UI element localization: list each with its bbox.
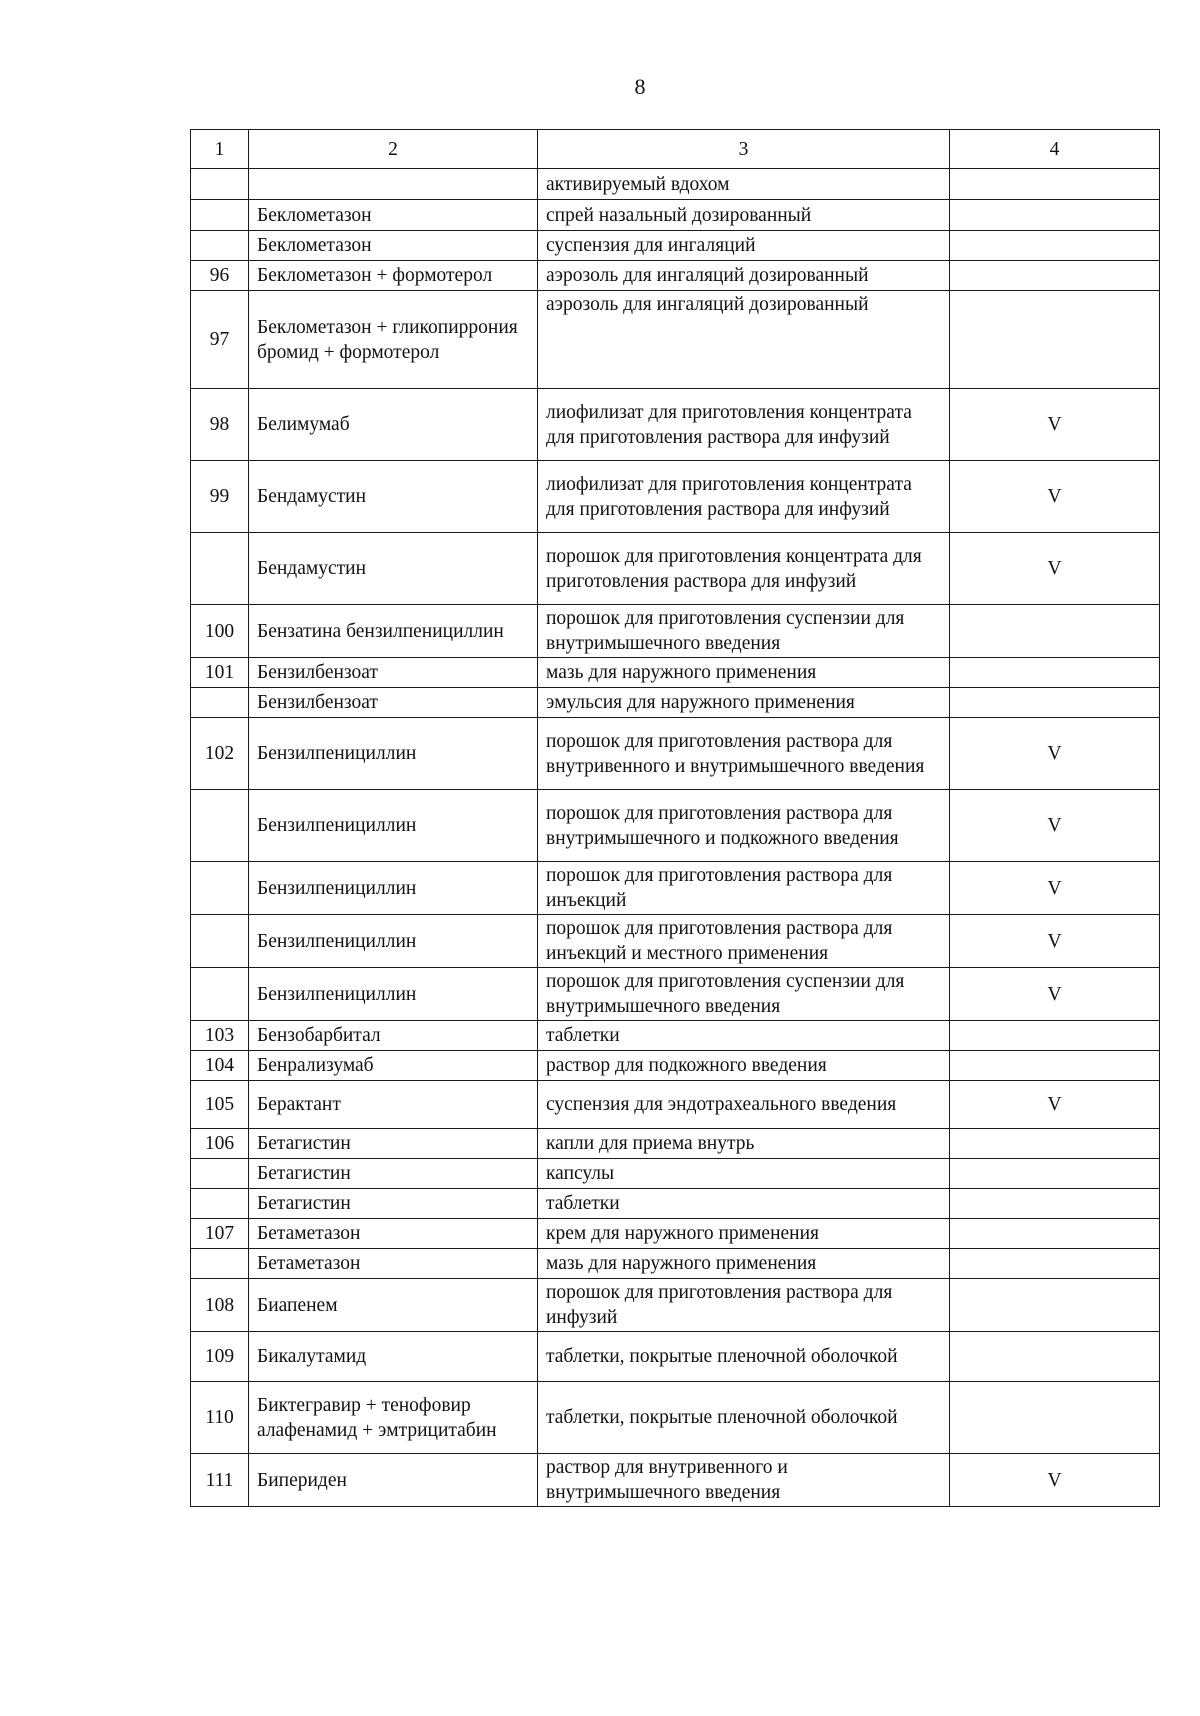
vital-mark [950,291,1160,389]
table-row [191,605,1160,658]
row-number [191,968,249,1021]
vital-mark [950,261,1160,291]
table-row [191,533,1160,605]
table-row [191,862,1160,915]
table-row [191,169,1160,200]
vital-mark [950,1332,1160,1382]
vital-mark: V [950,968,1160,1021]
dosage-form: порошок для приготовления раствора для внутривенного и внутримышечного введения [538,718,950,790]
dosage-form: раствор для подкожного введения [538,1051,950,1081]
row-number [191,231,249,261]
row-number: 109 [191,1332,249,1382]
drug-name: Бетагистин [249,1159,538,1189]
table-row [191,1159,1160,1189]
header-col-3: 3 [538,130,950,169]
table-row [191,658,1160,688]
dosage-form: раствор для внутривенного и внутримышечного введения [538,1454,950,1507]
table-row [191,1279,1160,1332]
drug-name: Беклометазон [249,231,538,261]
table-row [191,915,1160,968]
drug-name: Бетагистин [249,1129,538,1159]
drug-name: Бензилпенициллин [249,718,538,790]
vital-mark [950,1279,1160,1332]
vital-mark: V [950,915,1160,968]
drug-name: Бензилбензоат [249,688,538,718]
table-row [191,1051,1160,1081]
vital-mark: V [950,533,1160,605]
table-row [191,688,1160,718]
row-number [191,1249,249,1279]
dosage-form: порошок для приготовления раствора для инъекций [538,862,950,915]
table-row [191,231,1160,261]
dosage-form: порошок для приготовления раствора для внутримышечного и подкожного введения [538,790,950,862]
vital-mark: V [950,389,1160,461]
drug-name: Бензилпенициллин [249,968,538,1021]
row-number: 100 [191,605,249,658]
table-row [191,200,1160,231]
row-number [191,790,249,862]
dosage-form: мазь для наружного применения [538,658,950,688]
drug-name: Бензилпенициллин [249,915,538,968]
table-row [191,261,1160,291]
drug-name: Бензобарбитал [249,1021,538,1051]
table-row [191,1081,1160,1129]
table-row [191,1021,1160,1051]
row-number [191,1159,249,1189]
row-number [191,688,249,718]
row-number [191,200,249,231]
drug-name: Берактант [249,1081,538,1129]
table-row [191,968,1160,1021]
drug-name: Бензилпенициллин [249,862,538,915]
vital-mark [950,1129,1160,1159]
dosage-form: лиофилизат для приготовления концентрата для приготовления раствора для инфузий [538,461,950,533]
drug-name: Бетаметазон [249,1219,538,1249]
row-number: 103 [191,1021,249,1051]
dosage-form: суспензия для эндотрахеального введения [538,1081,950,1129]
vital-mark [950,1249,1160,1279]
vital-mark: V [950,1454,1160,1507]
header-col-1: 1 [191,130,249,169]
table-row [191,1454,1160,1507]
vital-mark: V [950,790,1160,862]
row-number: 101 [191,658,249,688]
vital-mark [950,1021,1160,1051]
vital-mark [950,169,1160,200]
row-number: 96 [191,261,249,291]
dosage-form: аэрозоль для ингаляций дозированный [538,291,950,389]
vital-mark [950,1051,1160,1081]
table-row [191,1382,1160,1454]
row-number: 102 [191,718,249,790]
row-number: 104 [191,1051,249,1081]
table-row [191,1189,1160,1219]
page-number: 8 [634,74,646,99]
dosage-form: таблетки [538,1189,950,1219]
row-number: 108 [191,1279,249,1332]
table-row [191,1129,1160,1159]
drug-name: Бенрализумаб [249,1051,538,1081]
table-header-row [191,130,1160,169]
table-row [191,1219,1160,1249]
row-number [191,862,249,915]
drug-name: Беклометазон + гликопиррония бромид + формотерол [249,291,538,389]
vital-mark [950,200,1160,231]
drug-name: Бензилбензоат [249,658,538,688]
dosage-form: эмульсия для наружного применения [538,688,950,718]
row-number: 107 [191,1219,249,1249]
row-number [191,915,249,968]
dosage-form: капсулы [538,1159,950,1189]
vital-mark [950,1189,1160,1219]
header-col-4: 4 [950,130,1160,169]
drug-name: Бензатина бензилпенициллин [249,605,538,658]
row-number [191,169,249,200]
dosage-form: таблетки, покрытые пленочной оболочкой [538,1332,950,1382]
dosage-form: спрей назальный дозированный [538,200,950,231]
dosage-form: аэрозоль для ингаляций дозированный [538,261,950,291]
drug-name: Беклометазон [249,200,538,231]
drug-name: Белимумаб [249,389,538,461]
drug-name: Беклометазон + формотерол [249,261,538,291]
vital-mark [950,658,1160,688]
table-row [191,461,1160,533]
dosage-form: лиофилизат для приготовления концентрата для приготовления раствора для инфузий [538,389,950,461]
dosage-form: порошок для приготовления суспензии для внутримышечного введения [538,605,950,658]
dosage-form: активируемый вдохом [538,169,950,200]
vital-mark: V [950,461,1160,533]
dosage-form: таблетки [538,1021,950,1051]
vital-mark [950,1219,1160,1249]
drug-name: Бикалутамид [249,1332,538,1382]
vital-mark: V [950,718,1160,790]
dosage-form: суспензия для ингаляций [538,231,950,261]
drug-name [249,169,538,200]
dosage-form: порошок для приготовления раствора для инъекций и местного применения [538,915,950,968]
row-number: 110 [191,1382,249,1454]
table-row [191,1332,1160,1382]
dosage-form: крем для наружного применения [538,1219,950,1249]
vital-mark: V [950,1081,1160,1129]
dosage-form: порошок для приготовления суспензии для внутримышечного введения [538,968,950,1021]
table-row [191,291,1160,389]
vital-mark: V [950,862,1160,915]
row-number [191,1189,249,1219]
dosage-form: порошок для приготовления раствора для инфузий [538,1279,950,1332]
row-number: 99 [191,461,249,533]
dosage-form: таблетки, покрытые пленочной оболочкой [538,1382,950,1454]
dosage-form: капли для приема внутрь [538,1129,950,1159]
drug-name: Бендамустин [249,461,538,533]
table-row [191,718,1160,790]
row-number: 98 [191,389,249,461]
table-row [191,1249,1160,1279]
dosage-form: порошок для приготовления концентрата для приготовления раствора для инфузий [538,533,950,605]
vital-mark [950,1159,1160,1189]
row-number: 105 [191,1081,249,1129]
vital-mark [950,605,1160,658]
drug-table [190,129,1160,1507]
drug-name: Бендамустин [249,533,538,605]
row-number: 97 [191,291,249,389]
row-number [191,533,249,605]
header-col-2: 2 [249,130,538,169]
drug-name: Бетагистин [249,1189,538,1219]
drug-name: Бипериден [249,1454,538,1507]
table-row [191,790,1160,862]
drug-name: Биктегравир + тенофовир алафенамид + эмтрицитабин [249,1382,538,1454]
vital-mark [950,1382,1160,1454]
row-number: 111 [191,1454,249,1507]
row-number: 106 [191,1129,249,1159]
vital-mark [950,688,1160,718]
drug-name: Бетаметазон [249,1249,538,1279]
dosage-form: мазь для наружного применения [538,1249,950,1279]
drug-name: Бензилпенициллин [249,790,538,862]
drug-name: Биапенем [249,1279,538,1332]
vital-mark [950,231,1160,261]
table-row [191,389,1160,461]
